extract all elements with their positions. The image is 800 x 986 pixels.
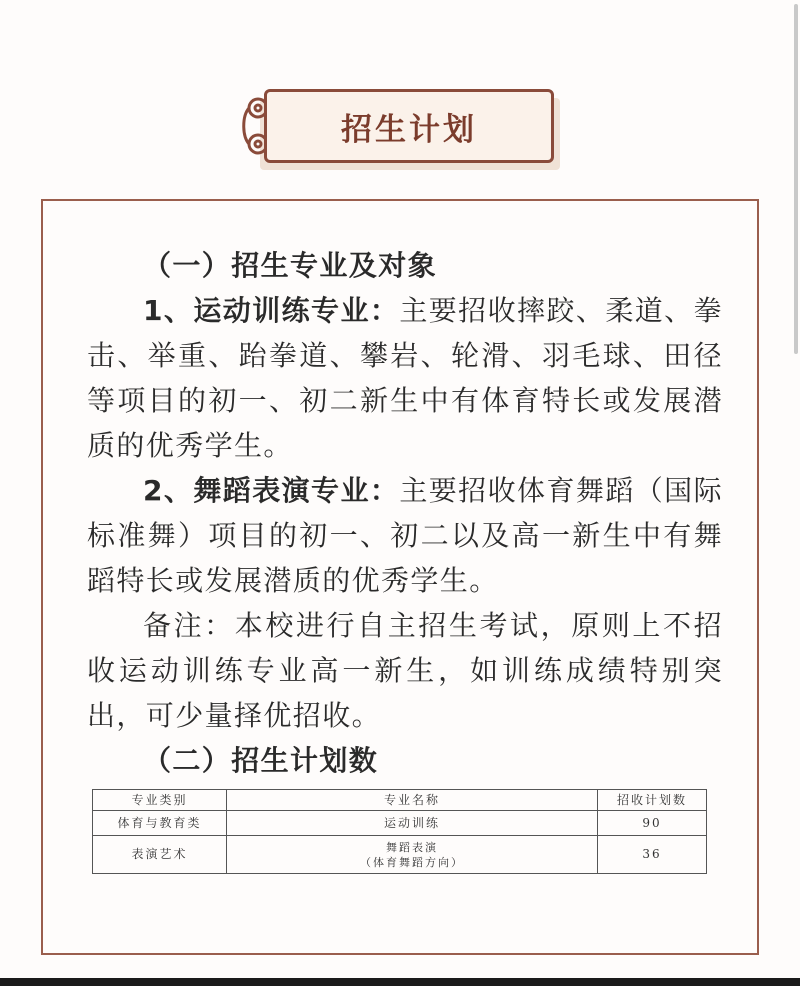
section2-heading: （二）招生计划数	[143, 744, 379, 777]
item2-paragraph	[87, 468, 723, 603]
table-row	[93, 836, 707, 874]
title-box	[264, 89, 554, 163]
cell-major	[227, 836, 598, 874]
scrollbar[interactable]	[792, 0, 800, 986]
bottom-edge	[0, 978, 800, 986]
note-paragraph: 备注：本校进行自主招生考试，原则上不招收运动训练专业高一新生，如训练成绩特别突出，可少量择优招收。	[87, 609, 723, 732]
table-header-row	[93, 790, 707, 811]
cell-count: 36	[598, 836, 707, 874]
header-category: 专业类别	[93, 790, 227, 811]
header-count: 招收计划数	[598, 790, 707, 811]
item1-paragraph	[87, 288, 723, 468]
item1-label: 1、运动训练专业：	[143, 294, 400, 327]
cell-count: 90	[598, 811, 707, 836]
page-title: 招生计划	[341, 111, 477, 148]
item2-label: 2、舞蹈表演专业：	[143, 474, 400, 507]
table-row	[93, 811, 707, 836]
item1-text: 主要招收摔跤、柔道、拳击、举重、跆拳道、攀岩、轮滑、羽毛球、田径等项目的初一、初二新生中有体育特长或发展潜质的优秀学生。	[87, 294, 723, 462]
content-panel	[41, 199, 759, 955]
title-banner	[240, 86, 562, 174]
cell-major-sub: （体育舞蹈方向）	[360, 855, 464, 869]
cell-category: 表演艺术	[93, 836, 227, 874]
section1-heading: （一）招生专业及对象	[143, 249, 438, 282]
enrollment-text	[87, 243, 723, 783]
cell-major-name: 舞蹈表演	[386, 840, 438, 854]
item2-text: 主要招收体育舞蹈（国际标准舞）项目的初一、初二以及高一新生中有舞蹈特长或发展潜质的优秀学生。	[87, 474, 723, 597]
scrollbar-thumb[interactable]	[794, 4, 798, 354]
header-major: 专业名称	[227, 790, 598, 811]
cell-major: 运动训练	[227, 811, 598, 836]
cell-category: 体育与教育类	[93, 811, 227, 836]
plan-table	[92, 789, 707, 874]
